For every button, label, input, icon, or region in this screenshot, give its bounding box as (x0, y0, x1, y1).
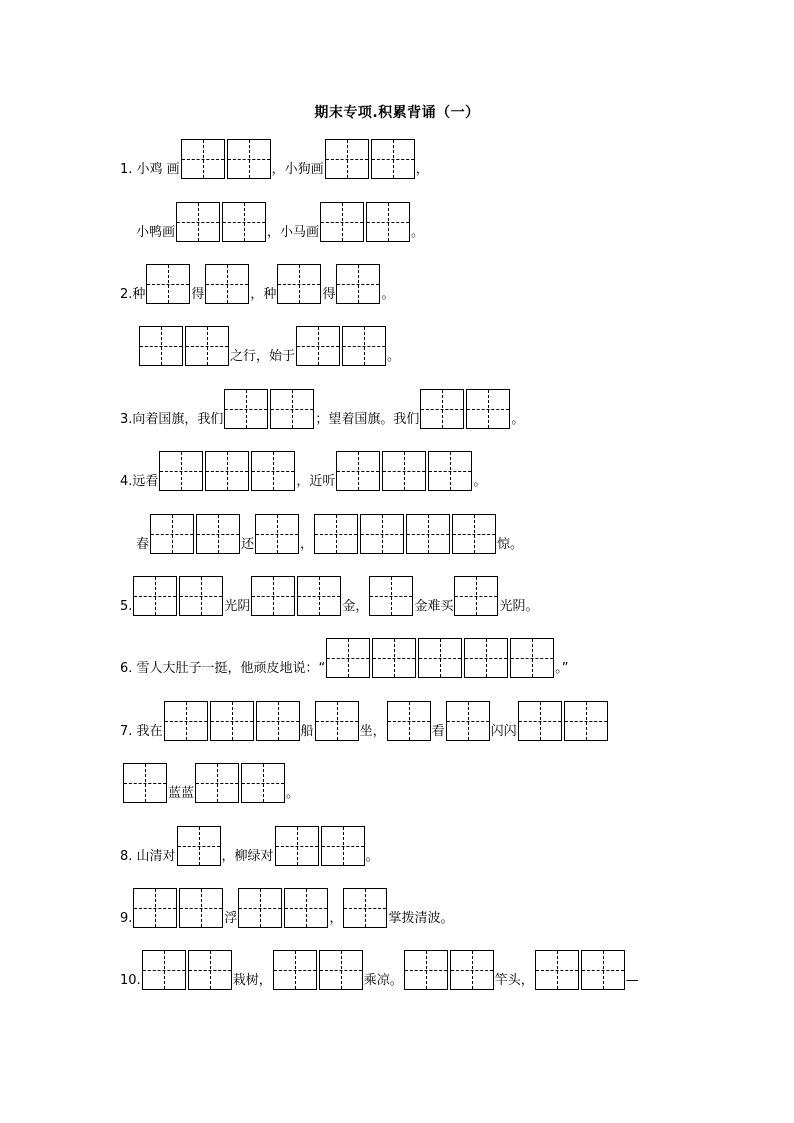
answer-box-group (159, 451, 295, 491)
question-text: 得 (191, 287, 205, 302)
answer-grid-box[interactable] (428, 451, 472, 491)
answer-box-group (369, 576, 413, 616)
answer-box-group (535, 950, 625, 990)
exercise-line (120, 135, 429, 179)
answer-grid-box[interactable] (133, 576, 177, 616)
answer-box-group (275, 826, 365, 866)
answer-box-group (314, 514, 496, 554)
exercise-line (120, 697, 609, 741)
question-text: — (625, 973, 639, 988)
answer-grid-box[interactable] (251, 576, 295, 616)
question-text: 。 (511, 412, 525, 427)
answer-grid-box[interactable] (188, 950, 232, 990)
question-text: 8. 山清对 (120, 849, 176, 864)
answer-grid-box[interactable] (139, 326, 183, 366)
answer-grid-box[interactable] (336, 264, 380, 304)
answer-grid-box[interactable] (255, 514, 299, 554)
answer-grid-box[interactable] (464, 638, 508, 678)
answer-grid-box[interactable] (284, 888, 328, 928)
question-text: 之行，始于 (230, 349, 296, 364)
exercise-line (120, 884, 453, 928)
exercise-line (122, 759, 299, 803)
answer-grid-box[interactable] (360, 514, 404, 554)
answer-grid-box[interactable] (372, 638, 416, 678)
question-text: 2.种 (120, 287, 146, 302)
question-text: 得 (322, 287, 336, 302)
answer-box-group (296, 326, 386, 366)
answer-box-group (177, 826, 221, 866)
answer-grid-box[interactable] (241, 763, 285, 803)
exercise-line (138, 322, 400, 366)
exercise-line (120, 634, 569, 678)
answer-grid-box[interactable] (404, 950, 448, 990)
answer-grid-box[interactable] (273, 950, 317, 990)
answer-grid-box[interactable] (195, 763, 239, 803)
exercise-line (136, 198, 424, 242)
answer-grid-box[interactable] (320, 202, 364, 242)
answer-grid-box[interactable] (142, 950, 186, 990)
question-text: 。 (387, 349, 401, 364)
answer-grid-box[interactable] (343, 888, 387, 928)
answer-grid-box[interactable] (123, 763, 167, 803)
question-text: ，小狗画 (271, 162, 324, 177)
question-text: 5. (120, 599, 133, 614)
answer-box-group (164, 701, 300, 741)
question-text: 。 (286, 786, 300, 801)
answer-grid-box[interactable] (325, 139, 369, 179)
answer-grid-box[interactable] (227, 139, 271, 179)
answer-grid-box[interactable] (146, 264, 190, 304)
question-text: 春 (136, 537, 150, 552)
question-text: 小鸭画 (136, 225, 176, 240)
exercise-line (120, 822, 379, 866)
answer-box-group (176, 202, 266, 242)
answer-grid-box[interactable] (176, 202, 220, 242)
answer-grid-box[interactable] (564, 701, 608, 741)
answer-box-group (320, 202, 410, 242)
answer-grid-box[interactable] (251, 451, 295, 491)
exercise-line (136, 510, 523, 554)
answer-box-group (420, 389, 510, 429)
question-text: 光阴 (224, 599, 251, 614)
page-title: 期末专项.积累背诵（一） (314, 105, 480, 121)
question-text: 9. (120, 911, 133, 926)
answer-grid-box[interactable] (321, 826, 365, 866)
question-text: ， (415, 162, 429, 177)
question-text: ，种 (250, 287, 277, 302)
answer-box-group (454, 576, 498, 616)
answer-grid-box[interactable] (450, 950, 494, 990)
question-text: 看 (431, 724, 445, 739)
answer-box-group (195, 763, 285, 803)
question-text: 光阴。 (499, 599, 539, 614)
question-text: 竿头， (494, 973, 534, 988)
answer-grid-box[interactable] (366, 202, 410, 242)
answer-box-group (404, 950, 494, 990)
answer-grid-box[interactable] (277, 264, 321, 304)
question-text: 。” (555, 661, 569, 676)
question-text: 1. 小鸡 画 (120, 162, 180, 177)
exercise-line (120, 385, 524, 429)
question-text: ；望着国旗。我们 (315, 412, 420, 427)
question-text: 金难买 (414, 599, 454, 614)
question-text: ，近听 (296, 474, 336, 489)
answer-grid-box[interactable] (296, 326, 340, 366)
answer-box-group (277, 264, 321, 304)
answer-grid-box[interactable] (387, 701, 431, 741)
answer-box-group (123, 763, 167, 803)
answer-grid-box[interactable] (466, 389, 510, 429)
answer-box-group (315, 701, 359, 741)
answer-box-group (146, 264, 190, 304)
question-text: 坐， (359, 724, 386, 739)
answer-grid-box[interactable] (256, 701, 300, 741)
question-text: 掌拨清波。 (388, 911, 454, 926)
answer-box-group (133, 888, 223, 928)
question-text: 船 (300, 724, 314, 739)
answer-grid-box[interactable] (185, 326, 229, 366)
answer-grid-box[interactable] (382, 451, 426, 491)
answer-box-group (336, 264, 380, 304)
question-text: 栽树， (232, 973, 272, 988)
answer-box-group (150, 514, 240, 554)
exercise-line (120, 447, 486, 491)
question-text: 7. 我在 (120, 724, 163, 739)
answer-grid-box[interactable] (238, 888, 282, 928)
answer-box-group (251, 576, 341, 616)
question-text: ，小马画 (267, 225, 320, 240)
answer-box-group (518, 701, 608, 741)
answer-box-group (446, 701, 490, 741)
question-text: 。 (365, 849, 379, 864)
answer-grid-box[interactable] (164, 701, 208, 741)
answer-grid-box[interactable] (179, 576, 223, 616)
question-text: ，柳绿对 (221, 849, 274, 864)
question-text: 蓝蓝 (168, 786, 195, 801)
answer-box-group (238, 888, 328, 928)
answer-grid-box[interactable] (222, 202, 266, 242)
question-text: 10. (120, 973, 141, 988)
question-text: 惊。 (497, 537, 524, 552)
question-text: 4.远看 (120, 474, 159, 489)
question-text: 6. 雪人大肚子一挺，他顽皮地说：“ (120, 661, 326, 676)
question-text: 浮 (224, 911, 238, 926)
answer-grid-box[interactable] (196, 514, 240, 554)
answer-grid-box[interactable] (210, 701, 254, 741)
question-text: 金， (342, 599, 369, 614)
answer-grid-box[interactable] (224, 389, 268, 429)
answer-box-group (336, 451, 472, 491)
answer-grid-box[interactable] (518, 701, 562, 741)
answer-grid-box[interactable] (581, 950, 625, 990)
answer-box-group (224, 389, 314, 429)
answer-grid-box[interactable] (159, 451, 203, 491)
exercise-line (120, 946, 639, 990)
answer-box-group (181, 139, 271, 179)
answer-box-group (273, 950, 363, 990)
answer-box-group (325, 139, 415, 179)
answer-grid-box[interactable] (418, 638, 462, 678)
answer-grid-box[interactable] (275, 826, 319, 866)
answer-grid-box[interactable] (446, 701, 490, 741)
answer-grid-box[interactable] (297, 576, 341, 616)
answer-box-group (139, 326, 229, 366)
question-text: 3.向着国旗，我们 (120, 412, 224, 427)
answer-grid-box[interactable] (270, 389, 314, 429)
question-text: 乘凉。 (363, 973, 403, 988)
answer-grid-box[interactable] (535, 950, 579, 990)
answer-grid-box[interactable] (406, 514, 450, 554)
answer-grid-box[interactable] (133, 888, 177, 928)
answer-grid-box[interactable] (342, 326, 386, 366)
answer-box-group (387, 701, 431, 741)
answer-grid-box[interactable] (315, 701, 359, 741)
question-text: ， (300, 537, 314, 552)
answer-box-group (205, 264, 249, 304)
question-text: 还 (241, 537, 255, 552)
answer-grid-box[interactable] (150, 514, 194, 554)
answer-grid-box[interactable] (205, 264, 249, 304)
answer-grid-box[interactable] (205, 451, 249, 491)
question-text: 。 (411, 225, 425, 240)
answer-grid-box[interactable] (181, 139, 225, 179)
question-text: 闪闪 (490, 724, 517, 739)
exercise-line (120, 260, 394, 304)
answer-grid-box[interactable] (510, 638, 554, 678)
answer-grid-box[interactable] (454, 576, 498, 616)
answer-grid-box[interactable] (452, 514, 496, 554)
answer-grid-box[interactable] (371, 139, 415, 179)
answer-box-group (326, 638, 554, 678)
answer-grid-box[interactable] (314, 514, 358, 554)
answer-grid-box[interactable] (369, 576, 413, 616)
answer-grid-box[interactable] (177, 826, 221, 866)
answer-grid-box[interactable] (336, 451, 380, 491)
question-text: 。 (381, 287, 395, 302)
answer-grid-box[interactable] (179, 888, 223, 928)
exercise-line (120, 572, 538, 616)
question-text: 。 (473, 474, 487, 489)
answer-grid-box[interactable] (319, 950, 363, 990)
answer-grid-box[interactable] (420, 389, 464, 429)
answer-box-group (343, 888, 387, 928)
answer-box-group (133, 576, 223, 616)
question-text: ， (329, 911, 343, 926)
answer-grid-box[interactable] (326, 638, 370, 678)
answer-box-group (142, 950, 232, 990)
answer-box-group (255, 514, 299, 554)
